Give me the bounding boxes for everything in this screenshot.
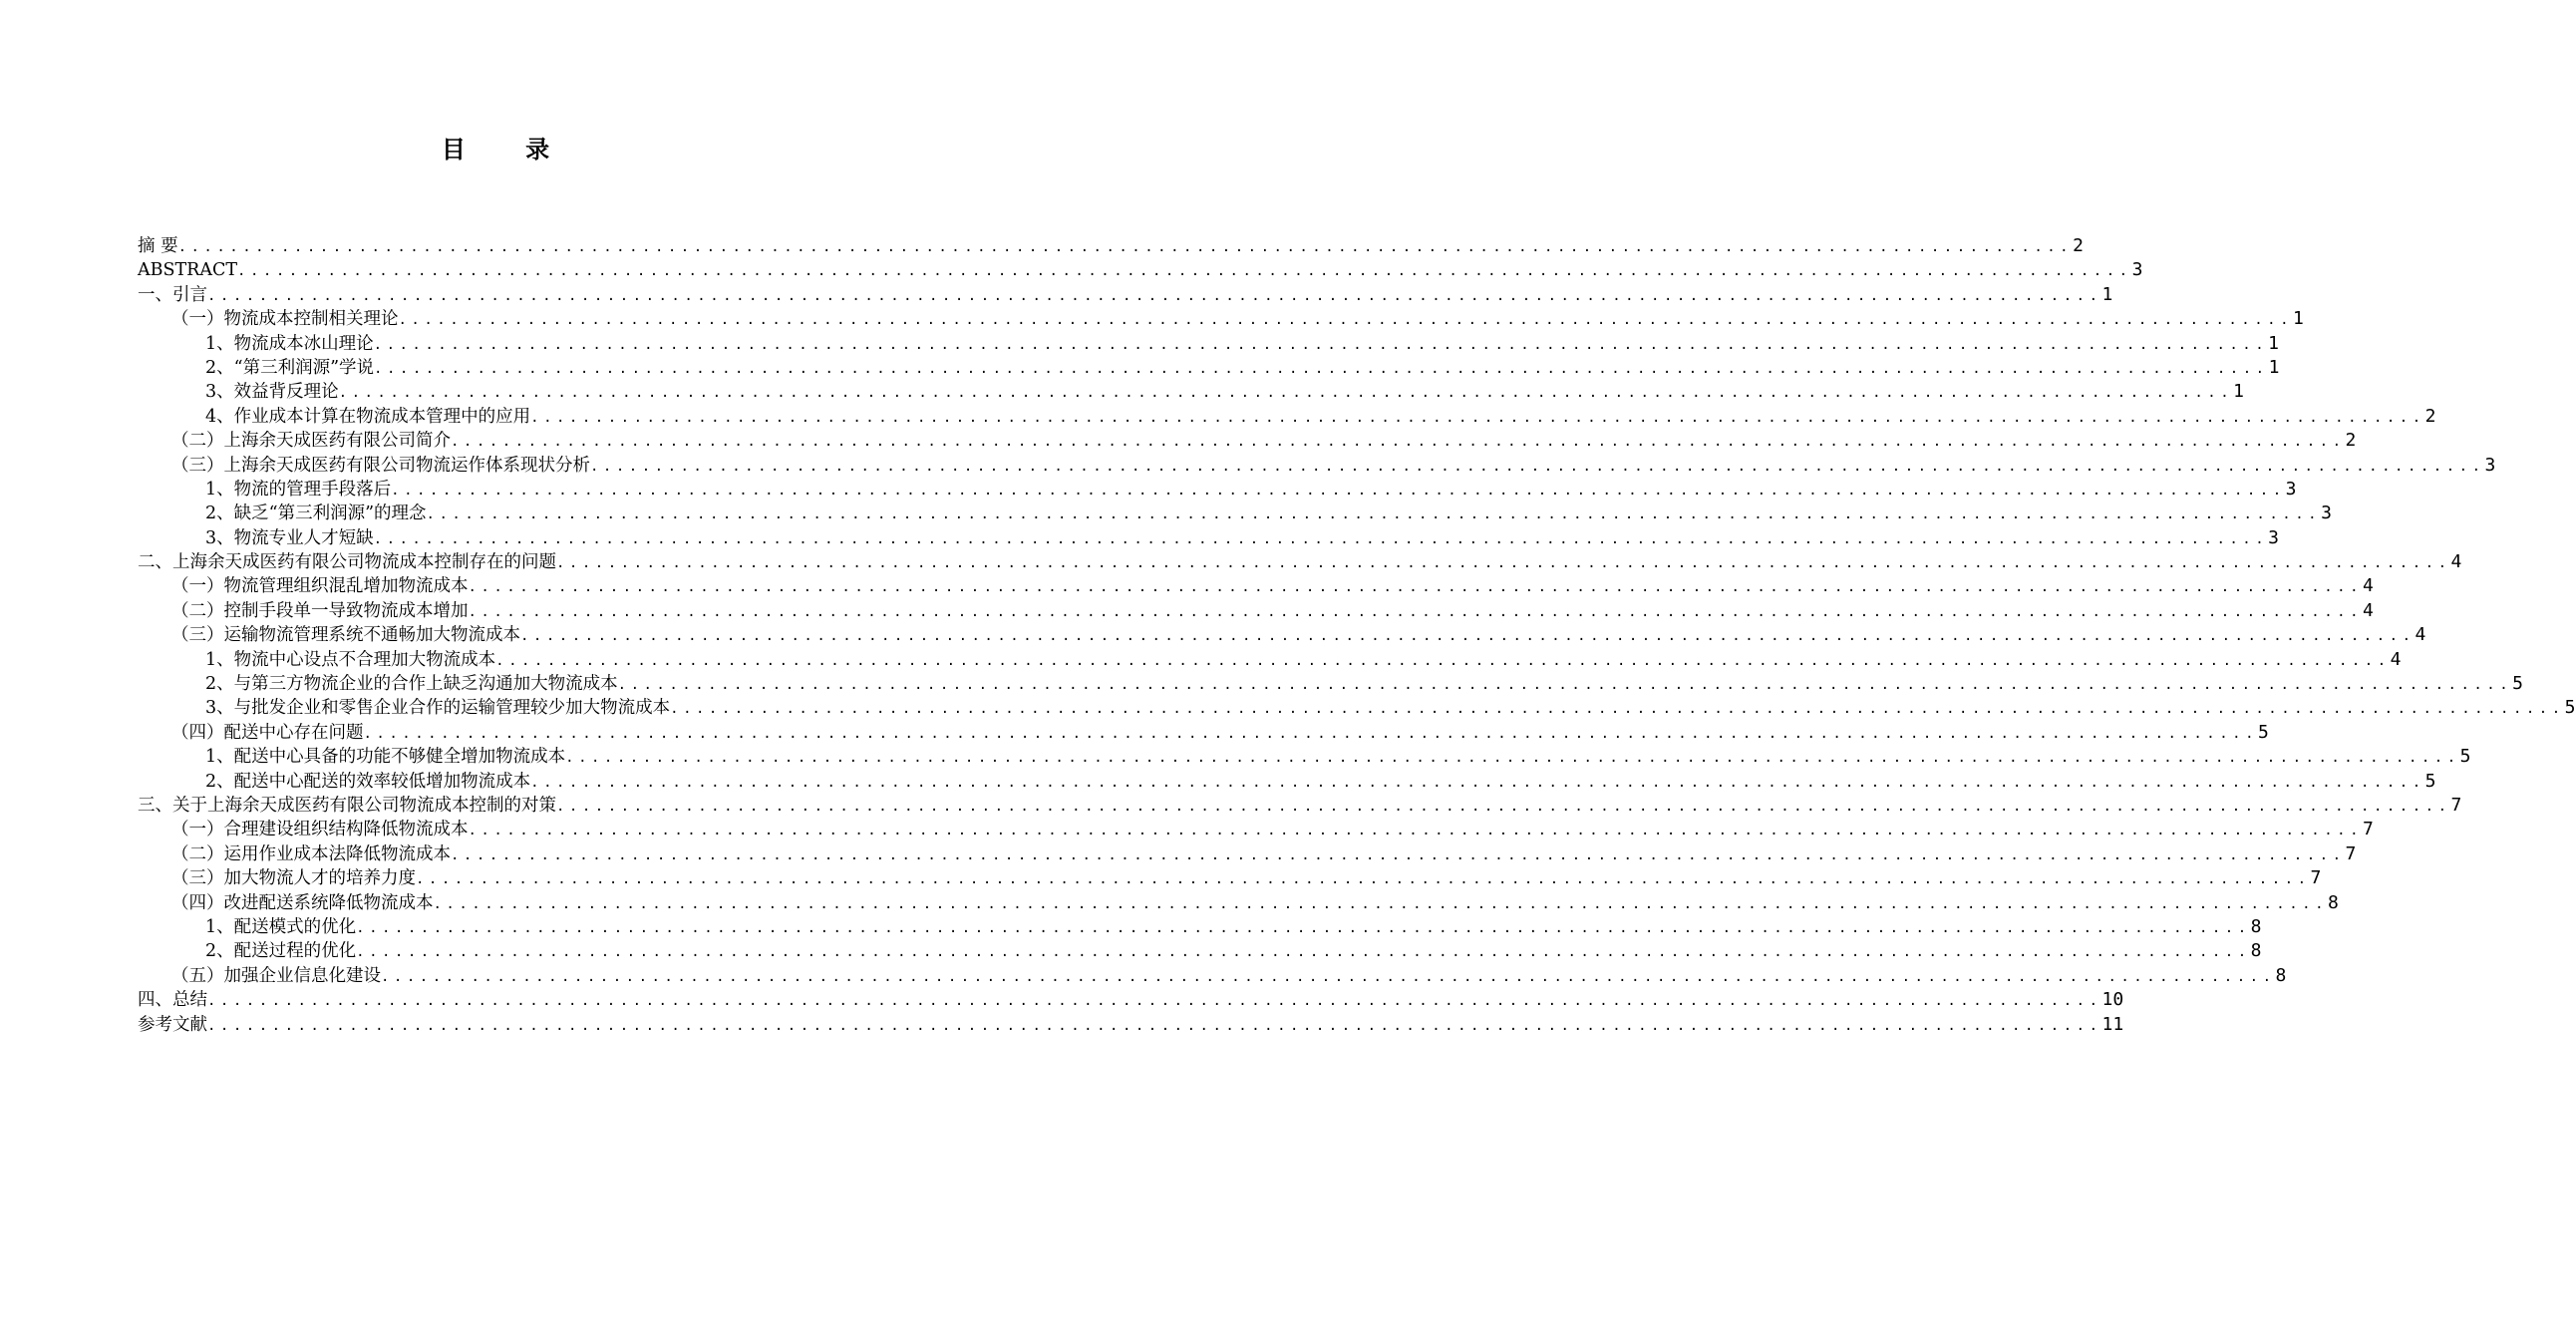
toc-entry-page-number: 7 (2450, 794, 2462, 816)
toc-dot-leader: ................................................................................................................................................... (398, 312, 2294, 329)
toc-entry[interactable] (138, 478, 2297, 502)
toc-entry-page-number: 5 (2258, 721, 2269, 743)
toc-title: 目 录 (441, 135, 576, 164)
toc-entry-label: （一）物流管理组织混乱增加物流成本 (171, 576, 469, 597)
toc-entry[interactable] (138, 1013, 2124, 1037)
toc-dot-leader: ................................................................................................................................................... (381, 968, 2276, 985)
toc-dot-leader: ................................................................................................................................................... (495, 652, 2391, 669)
toc-entry[interactable] (138, 258, 2143, 282)
toc-entry-page-number: 2 (2424, 405, 2436, 427)
toc-entry[interactable] (138, 526, 2280, 550)
toc-entry-page-number: 8 (2250, 940, 2262, 962)
toc-entry-label: （四）配送中心存在问题 (171, 722, 364, 743)
toc-entry[interactable] (138, 283, 2113, 307)
toc-list (138, 234, 2576, 1037)
toc-dot-leader: ................................................................................................................................................... (468, 603, 2364, 620)
toc-entry[interactable] (138, 915, 2262, 939)
toc-dot-leader: ................................................................................................................................................... (617, 677, 2513, 694)
toc-dot-leader: ................................................................................................................................................... (530, 774, 2425, 791)
toc-entry[interactable] (138, 356, 2280, 380)
toc-entry-label: 2、配送过程的优化 (205, 941, 357, 962)
toc-entry[interactable] (138, 405, 2436, 429)
toc-entry[interactable] (138, 502, 2332, 525)
toc-entry[interactable] (138, 550, 2462, 574)
toc-dot-leader: ................................................................................................................................................... (556, 798, 2451, 815)
toc-entry-label: 4、作业成本计算在物流成本管理中的应用 (205, 406, 531, 427)
toc-entry[interactable] (138, 939, 2262, 963)
toc-dot-leader: ................................................................................................................................................... (670, 701, 2565, 718)
toc-entry-page-number: 3 (2285, 478, 2297, 500)
toc-entry-label: 1、物流成本冰山理论 (205, 333, 374, 354)
toc-dot-leader: ................................................................................................................................................... (237, 263, 2132, 280)
toc-dot-leader: ................................................................................................................................................... (177, 239, 2074, 255)
toc-entry-page-number: 8 (2275, 964, 2287, 986)
toc-entry-page-number: 4 (2450, 551, 2462, 573)
toc-entry-page-number: 4 (2363, 575, 2374, 597)
toc-dot-leader: ................................................................................................................................................... (468, 823, 2364, 839)
toc-entry-label: 一、引言 (138, 284, 207, 305)
toc-entry-label: （二）运用作业成本法降低物流成本 (171, 843, 451, 864)
toc-dot-leader: ................................................................................................................................................... (373, 336, 2269, 353)
toc-entry-page-number: 5 (2424, 770, 2436, 792)
toc-entry[interactable] (138, 429, 2357, 453)
toc-entry-page-number: 8 (2328, 891, 2339, 913)
toc-entry[interactable] (138, 721, 2269, 745)
toc-entry-label: 3、效益背反理论 (205, 382, 339, 403)
toc-entry-page-number: 8 (2250, 915, 2262, 937)
toc-entry-label: 2、“第三利润源”学说 (205, 357, 375, 378)
toc-entry[interactable] (138, 794, 2462, 818)
toc-entry[interactable] (138, 891, 2339, 915)
toc-dot-leader: ................................................................................................................................................... (556, 555, 2451, 572)
toc-entry-label: 1、物流的管理手段落后 (205, 479, 392, 500)
toc-dot-leader: ................................................................................................................................................... (590, 458, 2485, 475)
toc-entry[interactable] (138, 988, 2124, 1012)
toc-entry-page-number: 4 (2363, 599, 2374, 621)
toc-dot-leader: ................................................................................................................................................... (565, 750, 2460, 767)
toc-entry-label: （二）控制手段单一导致物流成本增加 (171, 600, 469, 621)
toc-dot-leader: ................................................................................................................................................... (520, 628, 2415, 645)
toc-entry[interactable] (138, 307, 2304, 331)
toc-dot-leader: ................................................................................................................................................... (451, 434, 2346, 451)
toc-dot-leader: ................................................................................................................................................... (391, 482, 2286, 499)
toc-entry-label: 参考文献 (138, 1014, 207, 1035)
toc-entry-label: 二、上海余天成医药有限公司物流成本控制存在的问题 (138, 552, 556, 573)
toc-entry[interactable] (138, 866, 2322, 890)
toc-entry[interactable] (138, 696, 2576, 720)
toc-entry-label: 2、缺乏“第三利润源”的理念 (205, 503, 427, 524)
toc-dot-leader: ................................................................................................................................................... (373, 530, 2269, 547)
toc-dot-leader: ................................................................................................................................................... (356, 919, 2251, 936)
toc-dot-leader: ................................................................................................................................................... (530, 409, 2425, 426)
toc-dot-leader: ................................................................................................................................................... (426, 506, 2322, 523)
toc-entry-label: 3、物流专业人才短缺 (205, 527, 374, 548)
toc-entry-page-number: 2 (2345, 430, 2357, 452)
toc-entry-page-number: 3 (2131, 259, 2143, 281)
toc-dot-leader: ................................................................................................................................................... (363, 725, 2259, 742)
toc-entry-label: （一）物流成本控制相关理论 (171, 309, 399, 330)
toc-dot-leader: ................................................................................................................................................... (374, 360, 2269, 377)
toc-entry-page-number: 4 (2390, 648, 2402, 670)
toc-entry-label: （三）加大物流人才的培养力度 (171, 868, 416, 889)
toc-entry-page-number: 4 (2415, 624, 2426, 646)
toc-entry[interactable] (138, 745, 2471, 769)
toc-entry-label: 三、关于上海余天成医药有限公司物流成本控制的对策 (138, 795, 556, 816)
toc-entry-page-number: 5 (2459, 746, 2471, 768)
toc-entry-page-number: 1 (2268, 356, 2280, 378)
toc-entry-page-number: 7 (2363, 819, 2374, 840)
toc-entry-page-number: 11 (2101, 1013, 2124, 1035)
toc-entry-label: ABSTRACT (138, 260, 238, 281)
toc-entry-label: 1、配送中心具备的功能不够健全增加物流成本 (205, 747, 566, 768)
toc-entry-label: 2、与第三方物流企业的合作上缺乏沟通加大物流成本 (205, 674, 618, 695)
toc-entry-label: （三）上海余天成医药有限公司物流运作体系现状分析 (171, 455, 590, 476)
toc-entry-label: （一）合理建设组织结构降低物流成本 (171, 820, 469, 840)
toc-dot-leader: ................................................................................................................................................... (356, 944, 2251, 961)
toc-entry[interactable] (138, 574, 2374, 598)
toc-entry-page-number: 2 (2073, 235, 2084, 256)
toc-entry-page-number: 1 (2268, 332, 2280, 354)
toc-entry-label: 2、配送中心配送的效率较低增加物流成本 (205, 771, 531, 792)
toc-entry-label: 3、与批发企业和零售企业合作的运输管理较少加大物流成本 (205, 698, 671, 719)
toc-entry[interactable] (138, 770, 2436, 794)
toc-entry-label: （四）改进配送系统降低物流成本 (171, 892, 434, 913)
toc-dot-leader: ................................................................................................................................................... (468, 579, 2364, 596)
toc-entry-page-number: 1 (2101, 283, 2113, 305)
toc-entry[interactable] (138, 234, 2084, 258)
toc-entry[interactable] (138, 380, 2245, 404)
toc-entry-page-number: 5 (2564, 697, 2576, 719)
toc-entry-page-number: 1 (2293, 308, 2304, 330)
toc-entry[interactable] (138, 964, 2287, 988)
toc-entry[interactable] (138, 454, 2496, 478)
toc-entry[interactable] (138, 599, 2374, 623)
toc-entry[interactable] (138, 818, 2374, 841)
toc-dot-leader: ................................................................................................................................................... (416, 871, 2311, 888)
toc-entry[interactable] (138, 842, 2357, 866)
toc-entry-label: （三）运输物流管理系统不通畅加大物流成本 (171, 625, 520, 646)
toc-entry[interactable] (138, 332, 2280, 356)
toc-entry-page-number: 10 (2101, 989, 2124, 1011)
toc-entry[interactable] (138, 648, 2402, 672)
toc-entry-label: 1、物流中心设点不合理加大物流成本 (205, 649, 496, 670)
toc-dot-leader: ................................................................................................................................................... (207, 1017, 2102, 1034)
toc-entry-page-number: 5 (2512, 673, 2524, 695)
toc-entry-label: （二）上海余天成医药有限公司简介 (171, 431, 451, 452)
toc-dot-leader: ................................................................................................................................................... (207, 287, 2102, 304)
toc-entry[interactable] (138, 672, 2524, 696)
toc-dot-leader: ................................................................................................................................................... (207, 993, 2102, 1010)
toc-entry-page-number: 3 (2321, 502, 2332, 524)
toc-entry-label: （五）加强企业信息化建设 (171, 965, 381, 986)
toc-entry-page-number: 7 (2310, 867, 2322, 889)
toc-dot-leader: ................................................................................................................................................... (433, 895, 2329, 912)
toc-entry-page-number: 1 (2233, 381, 2245, 403)
toc-entry-label: 摘 要 (138, 236, 178, 256)
toc-entry-label: 1、配送模式的优化 (205, 916, 357, 937)
toc-entry[interactable] (138, 623, 2426, 647)
toc-entry-page-number: 3 (2484, 454, 2496, 476)
toc-entry-label: 四、总结 (138, 990, 207, 1011)
toc-dot-leader: ................................................................................................................................................... (338, 385, 2234, 402)
toc-entry-page-number: 3 (2268, 526, 2280, 548)
toc-dot-leader: ................................................................................................................................................... (451, 846, 2346, 863)
toc-entry-page-number: 7 (2345, 842, 2357, 864)
